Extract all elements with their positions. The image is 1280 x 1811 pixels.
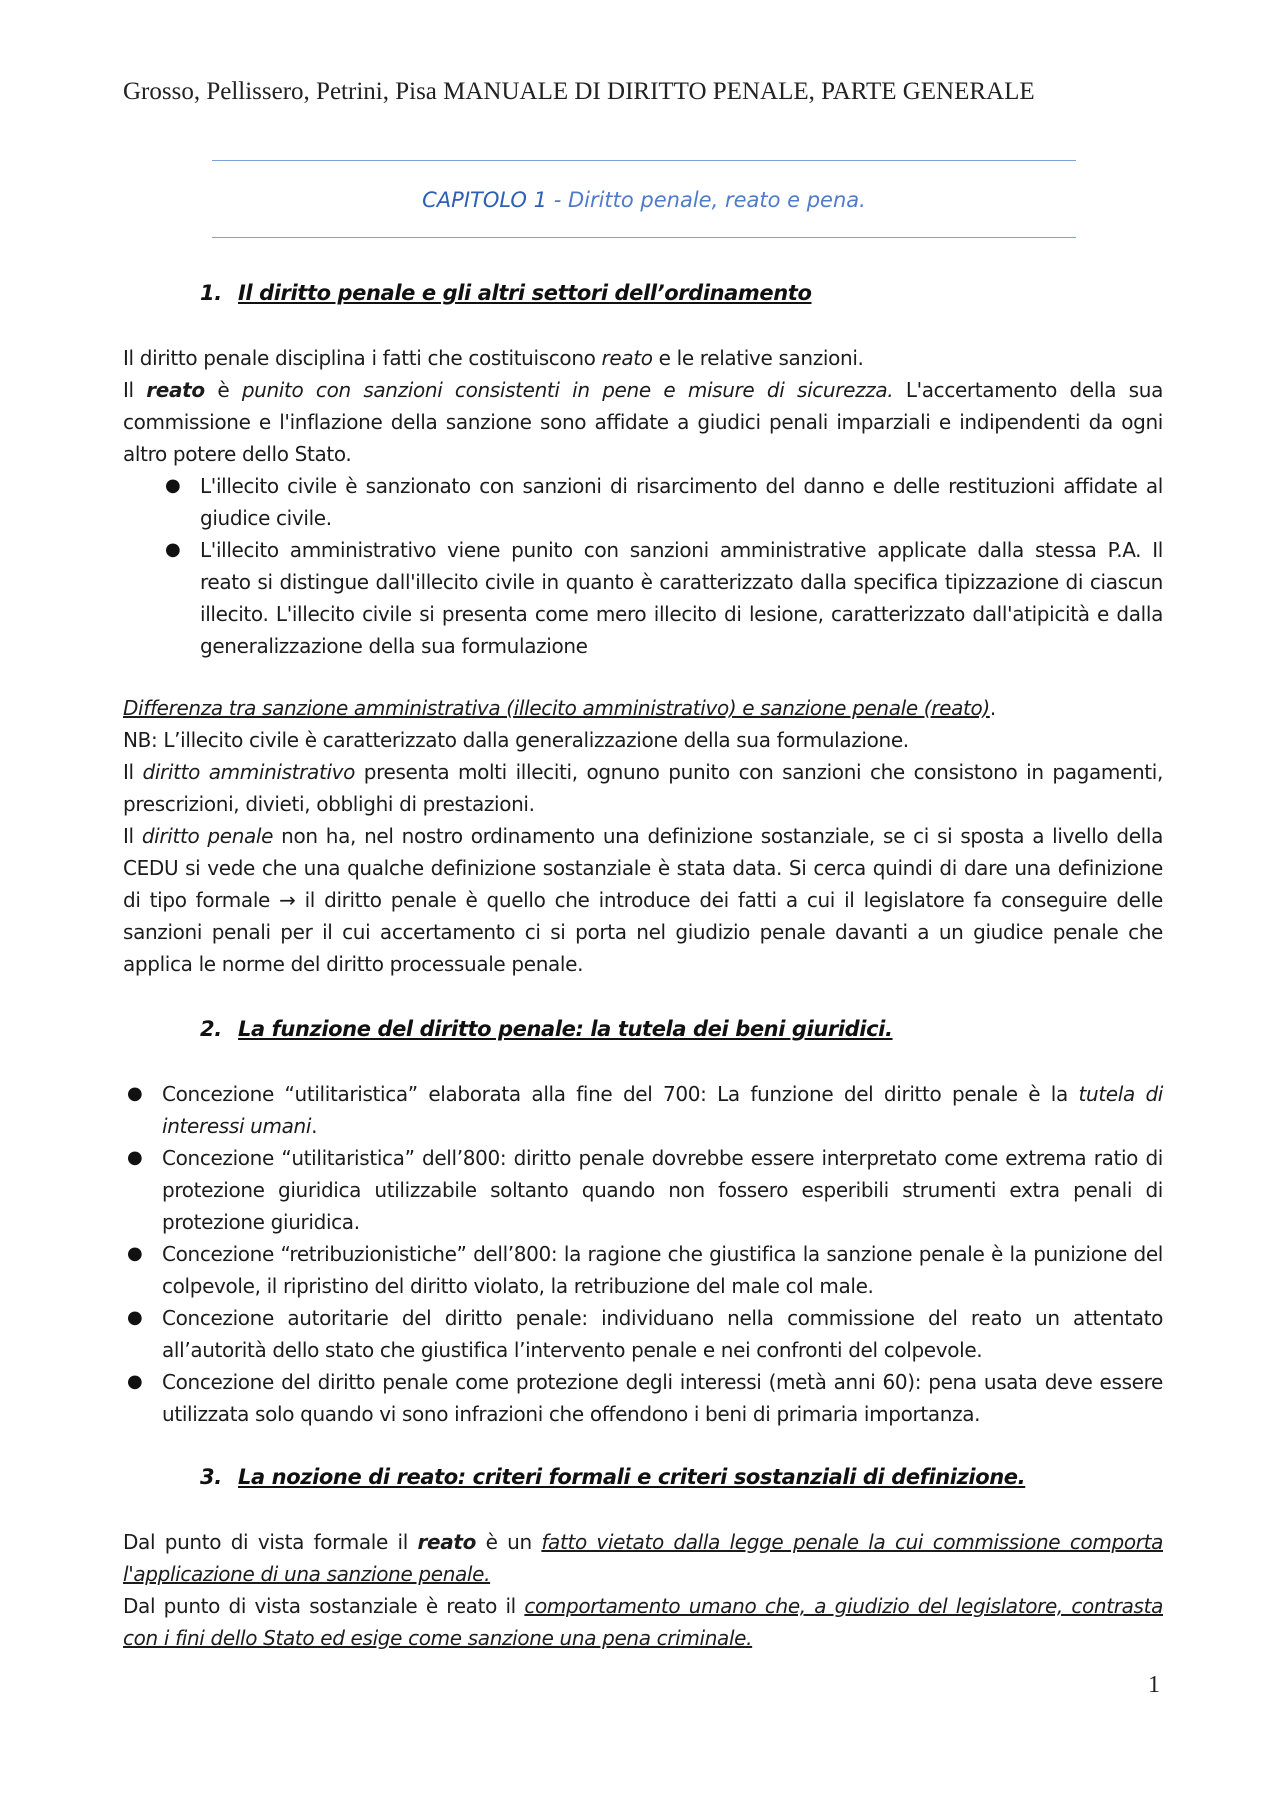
paragraph	[123, 1526, 1163, 1590]
bullet-icon: ●	[127, 1371, 143, 1392]
list-item-text: Concezione “utilitaristica” dell’800: diritto penale dovrebbe essere interpretato come extrema ratio di protezione giuridica utilizzabile soltanto quando non fossero esperibili strumenti extra penali di protezione giuridica.	[162, 1146, 1163, 1234]
paragraph	[123, 724, 1163, 756]
list-item	[123, 1142, 1163, 1238]
text: Il	[123, 378, 147, 402]
text: Il	[123, 824, 142, 848]
section-1-body-continued	[123, 692, 1163, 980]
paragraph	[123, 374, 1163, 470]
bullet-icon: ●	[165, 539, 181, 560]
paragraph	[123, 820, 1163, 980]
chapter-number: CAPITOLO 1	[422, 188, 548, 212]
text: Il diritto penale disciplina i fatti che costituiscono	[123, 346, 602, 370]
section-title: La nozione di reato: criteri formali e criteri sostanziali di definizione.	[238, 1465, 1026, 1489]
list-item-text: Concezione “retribuzionistiche” dell’800: la ragione che giustifica la sanzione penale è la punizione del colpevole, il ripristino del diritto violato, la retribuzione del male col male.	[162, 1242, 1163, 1298]
emphasis: diritto amministrativo	[142, 760, 356, 784]
underlined-title: Differenza tra sanzione amministrativa (illecito amministrativo) e sanzione penale (reato)	[123, 696, 990, 720]
text: Concezione “utilitaristica” elaborata alla fine del 700: La funzione del diritto penale è la	[162, 1082, 1079, 1106]
section-title: Il diritto penale e gli altri settori dell’ordinamento	[238, 281, 812, 305]
section-heading-1	[200, 281, 811, 305]
text: Il	[123, 760, 143, 784]
text: .	[989, 696, 996, 720]
chapter-separator: -	[547, 188, 568, 212]
text: è	[204, 378, 242, 402]
page-number: 1	[1148, 1672, 1160, 1698]
text: NB: L’illecito civile è caratterizzato dalla generalizzazione della sua formulazione.	[123, 728, 909, 752]
list-item-text: L'illecito civile è sanzionato con sanzioni di risarcimento del danno e delle restituzioni affidate al giudice civile.	[200, 474, 1163, 530]
list-item-text: Concezione del diritto penale come protezione degli interessi (metà anni 60): pena usata deve essere utilizzata solo quando vi sono infrazioni che offendono i beni di primaria importanza.	[162, 1370, 1163, 1426]
section-number: 3.	[200, 1465, 222, 1489]
text: presenta molti illeciti, ognuno punito con sanzioni che consistono in pagamenti, prescrizioni, divieti, obblighi di prestazioni.	[123, 760, 1163, 816]
running-header: Grosso, Pellissero, Petrini, Pisa MANUALE DI DIRITTO PENALE, PARTE GENERALE	[123, 78, 1035, 105]
list-item	[123, 534, 1163, 662]
text: L'accertamento della sua commissione e l'inflazione della sanzione sono affidate a giudici penali imparziali e indipendenti da ogni altro potere dello Stato.	[123, 378, 1163, 466]
emphasis: diritto penale	[141, 824, 274, 848]
emphasis: punito con sanzioni consistenti in pene e misure di sicurezza.	[241, 378, 894, 402]
paragraph	[123, 692, 1163, 724]
bullet-icon: ●	[165, 475, 181, 496]
text: non ha, nel nostro ordinamento una definizione sostanziale, se ci si sposta a livello della CEDU si vede che una qualche definizione sostanziale è stata data. Si cerca quindi di dare una definizione di tipo formale → il diritto penale è quello che introduce dei fatti a cui il legislatore fa conseguire delle sanzioni penali per il cui accertamento ci si porta nel giudizio penale davanti a un giudice penale che applica le norme del diritto processuale penale.	[123, 824, 1164, 976]
section-title: La funzione del diritto penale: la tutela dei beni giuridici.	[238, 1017, 893, 1041]
chapter-rule-bottom	[212, 237, 1076, 238]
bold-term: reato	[146, 378, 205, 402]
bullet-icon: ●	[127, 1147, 143, 1168]
section-1-body	[123, 342, 1163, 662]
section-2-body	[123, 1078, 1163, 1430]
text: e le relative sanzioni.	[652, 346, 864, 370]
text: Dal punto di vista sostanziale è reato il	[123, 1594, 525, 1618]
chapter-title	[212, 188, 1076, 212]
section-number: 1.	[200, 281, 222, 305]
bold-term: reato	[417, 1530, 476, 1554]
bullet-icon: ●	[127, 1243, 143, 1264]
bullet-list	[123, 1078, 1163, 1430]
underlined-definition: comportamento umano che, a giudizio del legislatore, contrasta con i fini dello Stato ed esige come sanzione una pena criminale.	[123, 1594, 1163, 1650]
paragraph	[123, 1590, 1163, 1654]
emphasis: reato	[601, 346, 653, 370]
chapter-name: Diritto penale, reato e pena.	[567, 188, 866, 212]
list-item-text: L'illecito amministrativo viene punito con sanzioni amministrative applicate dalla stessa P.A. Il reato si distingue dall'illecito civile in quanto è caratterizzato dalla specifica tipizzazione di ciascun illecito. L'illecito civile si presenta come mero illecito di lesione, caratterizzato dall'atipicità e dalla generalizzazione della sua formulazione	[200, 538, 1163, 658]
list-item	[123, 1366, 1163, 1430]
list-item	[123, 1302, 1163, 1366]
list-item-text: Concezione autoritarie del diritto penale: individuano nella commissione del reato un attentato all’autorità dello stato che giustifica l’intervento penale e nei confronti del colpevole.	[162, 1306, 1163, 1362]
list-item	[123, 1078, 1163, 1142]
underlined-definition: fatto vietato dalla legge penale la cui commissione comporta l'applicazione di una sanzione penale.	[123, 1530, 1163, 1586]
paragraph	[123, 756, 1163, 820]
text: è un	[475, 1530, 542, 1554]
paragraph	[123, 342, 1163, 374]
bullet-icon: ●	[127, 1083, 143, 1104]
list-item	[123, 1238, 1163, 1302]
section-3-body	[123, 1526, 1163, 1654]
section-number: 2.	[200, 1017, 222, 1041]
bullet-list	[123, 470, 1163, 662]
section-heading-3	[200, 1465, 1025, 1489]
section-heading-2	[200, 1017, 893, 1041]
chapter-rule-top	[212, 160, 1076, 161]
emphasis: tutela di interessi umani	[162, 1082, 1164, 1138]
list-item	[123, 470, 1163, 534]
text: .	[311, 1114, 318, 1138]
text: Dal punto di vista formale il	[123, 1530, 418, 1554]
bullet-icon: ●	[127, 1307, 143, 1328]
